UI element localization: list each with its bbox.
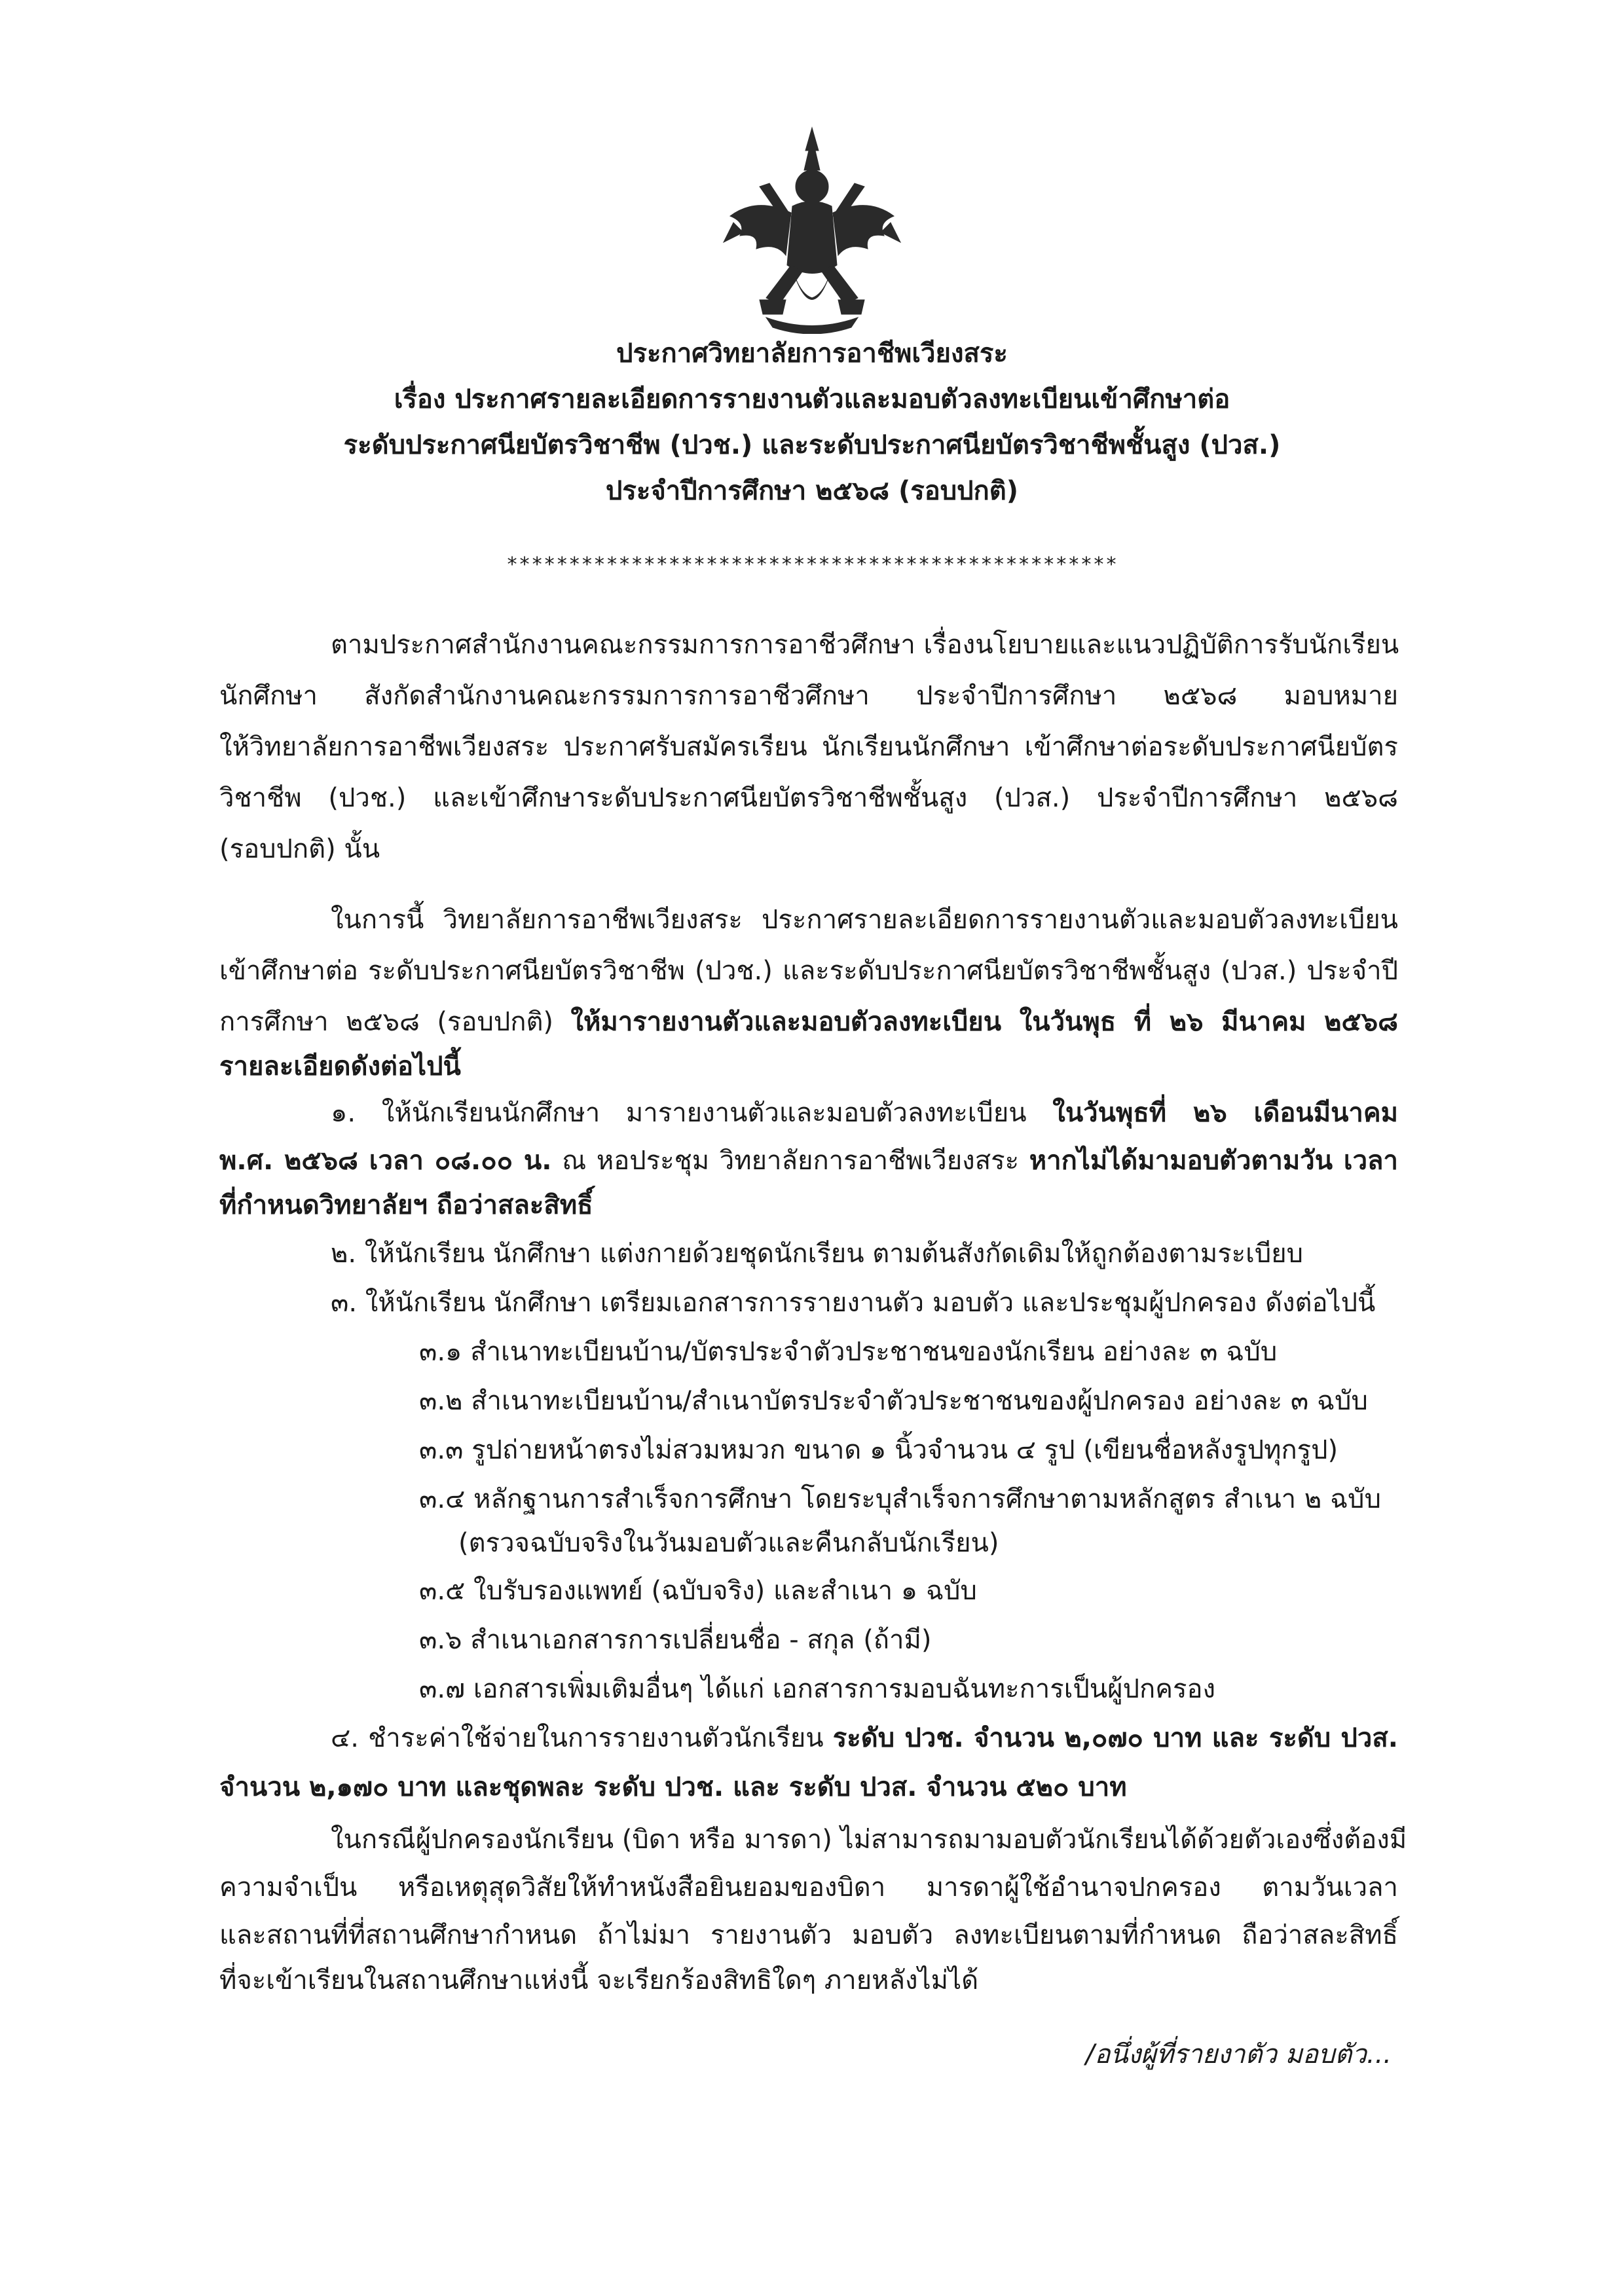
para1-line: ให้วิทยาลัยการอาชีพเวียงสระ ประกาศรับสมัครเรียน นักเรียนนักศึกษา เข้าศึกษาต่อระดับประกาศนียบัตร [219, 732, 1398, 762]
para3-line: และสถานที่ที่สถานศึกษากำหนด ถ้าไม่มา รายงานตัว มอบตัว ลงทะเบียนตามที่กำหนด ถือว่าสละสิทธิ์ [219, 1920, 1398, 1950]
continued-note: /อนึ่งผู้ที่รายงาตัว มอบตัว... [1085, 2039, 1392, 2069]
para3-line: ในกรณีผู้ปกครองนักเรียน (บิดา หรือ มารดา) ไม่สามารถมามอบตัวนักเรียนได้ด้วยตัวเองซึ่งต้องมี [331, 1825, 1407, 1855]
para1-line: (รอบปกติ) นั้น [219, 834, 380, 864]
sub-item: ๓.๗ เอกสารเพิ่มเติมอื่นๆ ได้แก่ เอกสารการมอบฉันทะการเป็นผู้ปกครอง [419, 1674, 1215, 1704]
para1-line: วิชาชีพ (ปวช.) และเข้าศึกษาระดับประกาศนียบัตรวิชาชีพชั้นสูง (ปวส.) ประจำปีการศึกษา ๒๕๖๘ [219, 783, 1398, 813]
para2-line: การศึกษา ๒๕๖๘ (รอบปกติ) ให้มารายงานตัวและมอบตัวลงทะเบียน ในวันพุธ ที่ ๒๖ มีนาคม ๒๕๖๘ [219, 1007, 1398, 1037]
item1-line: ที่กำหนดวิทยาลัยฯ ถือว่าสละสิทธิ์ [219, 1190, 593, 1220]
announcement-subject: เรื่อง ประกาศรายละเอียดการรายงานตัวและมอบตัวลงทะเบียนเข้าศึกษาต่อ [394, 384, 1230, 414]
para2-line: ในการนี้ วิทยาลัยการอาชีพเวียงสระ ประกาศรายละเอียดการรายงานตัวและมอบตัวลงทะเบียน [331, 905, 1398, 935]
announcement-year: ประจำปีการศึกษา ๒๕๖๘ (รอบปกติ) [605, 476, 1019, 506]
item4-line: จำนวน ๒,๑๗๐ บาท และชุดพละ ระดับ ปวช. และ ระดับ ปวส. จำนวน ๕๒๐ บาท [219, 1772, 1127, 1802]
sub-item: ๓.๕ ใบรับรองแพทย์ (ฉบับจริง) และสำเนา ๑ ฉบับ [419, 1576, 977, 1606]
garuda-emblem-icon [720, 124, 904, 334]
item1-line: พ.ศ. ๒๕๖๘ เวลา ๐๘.๐๐ น. ณ หอประชุม วิทยาลัยการอาชีพเวียงสระ หากไม่ได้มามอบตัวตามวัน เวลา [219, 1146, 1398, 1176]
announcement-level: ระดับประกาศนียบัตรวิชาชีพ (ปวช.) และระดับประกาศนียบัตรวิชาชีพชั้นสูง (ปวส.) [343, 430, 1281, 460]
sub-item: ๓.๑ สำเนาทะเบียนบ้าน/บัตรประจำตัวประชาชนของนักเรียน อย่างละ ๓ ฉบับ [419, 1337, 1278, 1367]
sub-item: ๓.๒ สำเนาทะเบียนบ้าน/สำเนาบัตรประจำตัวประชาชนของผู้ปกครอง อย่างละ ๓ ฉบับ [419, 1386, 1368, 1416]
item4-line: ๔. ชำระค่าใช้จ่ายในการรายงานตัวนักเรียน ระดับ ปวช. จำนวน ๒,๐๗๐ บาท และ ระดับ ปวส. [331, 1723, 1398, 1753]
item3-line: ๓. ให้นักเรียน นักศึกษา เตรียมเอกสารการรายงานตัว มอบตัว และประชุมผู้ปกครอง ดังต่อไปนี้ [331, 1288, 1376, 1318]
sub-item: (ตรวจฉบับจริงในวันมอบตัวและคืนกลับนักเรียน) [458, 1528, 999, 1558]
item1-line: ๑. ให้นักเรียนนักศึกษา มารายงานตัวและมอบตัวลงทะเบียน ในวันพุธที่ ๒๖ เดือนมีนาคม [331, 1098, 1398, 1128]
para1-line: ตามประกาศสำนักงานคณะกรรมการการอาชีวศึกษา เรื่องนโยบายและแนวปฏิบัติการรับนักเรียน [331, 630, 1399, 660]
para1-line: นักศึกษา สังกัดสำนักงานคณะกรรมการการอาชีวศึกษา ประจำปีการศึกษา ๒๕๖๘ มอบหมาย [219, 681, 1398, 711]
sub-item: ๓.๖ สำเนาเอกสารการเปลี่ยนชื่อ - สกุล (ถ้ามี) [419, 1625, 932, 1655]
item2-line: ๒. ให้นักเรียน นักศึกษา แต่งกายด้วยชุดนักเรียน ตามต้นสังกัดเดิมให้ถูกต้องตามระเบียบ [331, 1239, 1304, 1269]
para2-line: เข้าศึกษาต่อ ระดับประกาศนียบัตรวิชาชีพ (ปวช.) และระดับประกาศนียบัตรวิชาชีพชั้นสูง (ปวส.) ประจำปี [219, 956, 1398, 986]
sub-item: ๓.๔ หลักฐานการสำเร็จการศึกษา โดยระบุสำเร็จการศึกษาตามหลักสูตร สำเนา ๒ ฉบับ [419, 1484, 1381, 1514]
announcement-heading: ประกาศวิทยาลัยการอาชีพเวียงสระ [616, 338, 1008, 369]
sub-item: ๓.๓ รูปถ่ายหน้าตรงไม่สวมหมวก ขนาด ๑ นิ้วจำนวน ๔ รูป (เขียนชื่อหลังรูปทุกรูป) [419, 1435, 1338, 1465]
para2-line: รายละเอียดดังต่อไปนี้ [219, 1051, 461, 1082]
para3-line: ที่จะเข้าเรียนในสถานศึกษาแห่งนี้ จะเรียกร้องสิทธิใดๆ ภายหลังไม่ได้ [219, 1965, 979, 1995]
separator-line: ************************************************* [506, 553, 1118, 576]
para3-line: ความจำเป็น หรือเหตุสุดวิสัยให้ทำหนังสือยินยอมของบิดา มารดาผู้ใช้อำนาจปกครอง ตามวันเวลา [219, 1872, 1398, 1903]
